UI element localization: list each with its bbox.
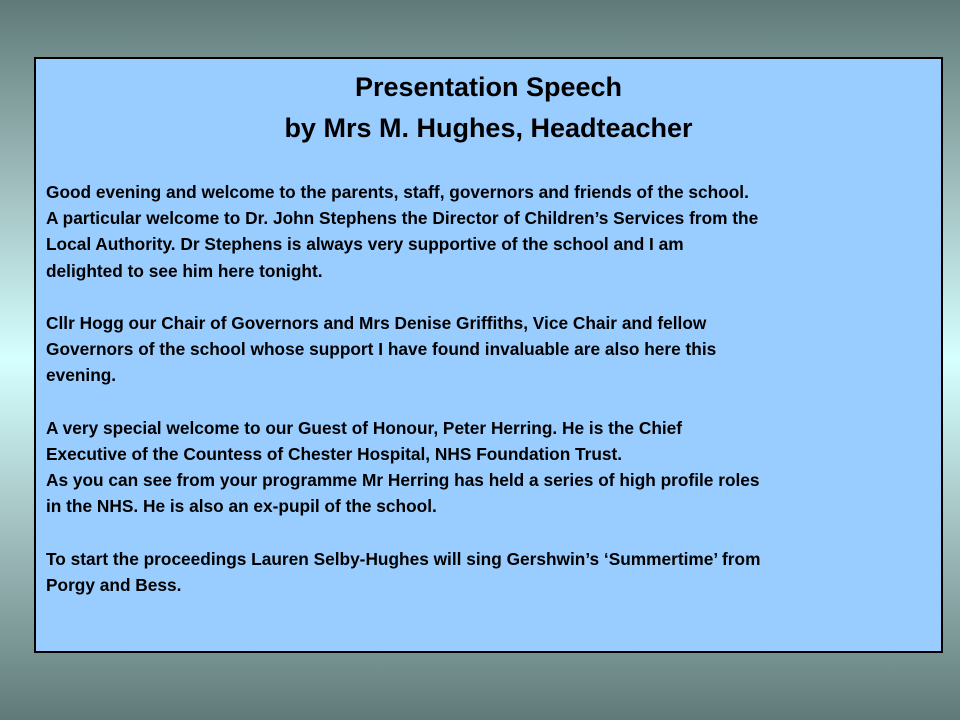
slide-title	[36, 67, 941, 149]
paragraph-welcome	[46, 179, 936, 284]
title-line-1: Presentation Speech	[354, 72, 623, 102]
text-line: Porgy and Bess.	[46, 575, 182, 595]
text-line: in the NHS. He is also an ex-pupil of the school.	[46, 496, 437, 517]
slide-panel	[34, 57, 943, 653]
text-line: A very special welcome to our Guest of Honour, Peter Herring. He is the Chief	[46, 417, 683, 438]
text-line: Good evening and welcome to the parents, staff, governors and friends of the school.	[46, 182, 749, 202]
text-line: A particular welcome to Dr. John Stephens the Director of Children’s Services from the	[46, 208, 759, 229]
paragraph-governors	[46, 310, 936, 389]
text-line: Executive of the Countess of Chester Hospital, NHS Foundation Trust.	[46, 444, 623, 464]
text-line: delighted to see him here tonight.	[46, 260, 323, 281]
text-line: Governors of the school whose support I have found invaluable are also here this	[46, 339, 717, 360]
title-line-2: by Mrs M. Hughes, Headteacher	[284, 113, 693, 143]
paragraph-guest-of-honour	[46, 415, 936, 520]
text-line: evening.	[46, 365, 117, 386]
paragraph-proceedings	[46, 546, 936, 598]
text-line: As you can see from your programme Mr Herring has held a series of high profile roles	[46, 470, 760, 491]
text-line: To start the proceedings Lauren Selby-Hughes will sing Gershwin’s ‘Summertime’ from	[46, 548, 761, 569]
speech-body	[46, 179, 936, 624]
text-line: Local Authority. Dr Stephens is always very supportive of the school and I am	[46, 234, 684, 255]
text-line: Cllr Hogg our Chair of Governors and Mrs Denise Griffiths, Vice Chair and fellow	[46, 313, 707, 333]
